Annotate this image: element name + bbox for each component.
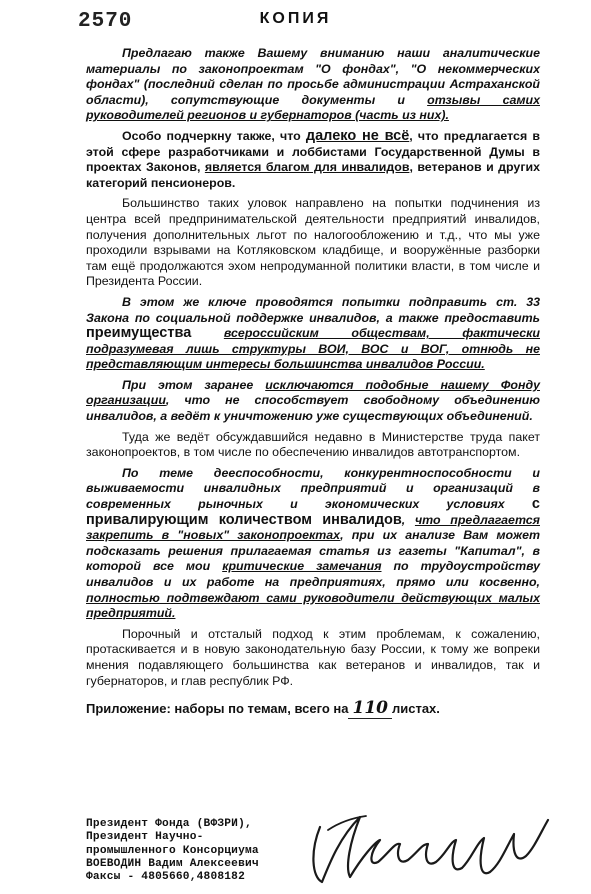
- document-number: 2570: [78, 10, 133, 33]
- sig-line-title-1: Президент Фонда (ВФЗРИ),: [86, 818, 252, 830]
- sig-line-title-3: промышленного Консорциума: [86, 844, 259, 857]
- copy-label: КОПИЯ: [259, 10, 332, 27]
- paragraph-8: Порочный и отсталый подход к этим проблемам, к сожалению, протаскивается и в новую законодательную базу России, к тому же вопреки мнения подавляющего большинства как ветеранов и инвалидов, так и губернаторов, и глав республик РФ.: [86, 626, 540, 688]
- paragraph-2: Особо подчеркну также, что далеко не всё, что предлагается в этой сфере разработчиками и лоббистами Государственной Думы в проектах Законов, является благом для инвалидов, ветеранов и других категорий пенсионеров.: [86, 127, 540, 190]
- handwritten-page-count: 110: [348, 698, 392, 719]
- paragraph-7: По теме дееспособности, конкурентноспособности и выживаемости инвалидных предприятий и организаций в современных рыночных и экономических условиях с привалирующим количеством инвалидов, что предлагается закрепить в "новых" законопроектах, при их анализе Вам может подсказать решения прилагаемая статья из газеты "Капитал", в которой все мои критические замечания по трудоустройству инвалидов и их работе на предприятиях, прямо или косвенно, полностью подтвеждают сами руководители действующих малых предприятий.: [86, 465, 540, 621]
- paragraph-1: Предлагаю также Вашему вниманию наши аналитические материалы по законопроектам "О фондах", "О некоммерческих фондах" (последний сделан по просьбе администрации Астраханской области), сопутствующие документы и отзывы самих руководителей регионов и губернаторов (часть из них).: [86, 46, 540, 123]
- paragraph-5: При этом заранее исключаются подобные нашему Фонду организации, что не способствует свободному объединению инвалидов, а ведёт к уничтожению уже существующих объединений.: [86, 377, 540, 424]
- paragraph-3: Большинство таких уловок направлено на попытки подчинения из центра всей предпринимательской деятельности предприятий инвалидов, получения дополнительных льгот по налогообложению и т.д., что мы уже проходили взрывами на Котляковском кладбище, и вооружённые разборки там ещё продолжаются эхом непродуманной политики власти, в том числе и Президента России.: [86, 196, 540, 289]
- handwritten-signature: [300, 782, 560, 892]
- letter-body: [86, 46, 540, 717]
- sig-line-fax: Факсы - 4805660,4808182: [86, 871, 246, 884]
- paragraph-6: Туда же ведёт обсуждавшийся недавно в Министерстве труда пакет законопроектов, в том числе по обеспечению инвалидов автотранспортом.: [86, 429, 540, 460]
- paragraph-4: В этом же ключе проводятся попытки подправить ст. 33 Закона по социальной поддержке инвалидов, а также предоставить преимущества всероссийским обществам, фактически подразумевая лишь структуры ВОИ, ВОС и ВОГ, отнюдь не представляющим интересы большинства инвалидов России.: [86, 294, 540, 372]
- sig-line-title-2: Президент Научно-: [86, 831, 204, 844]
- sig-line-name: ВОЕВОДИН Вадим Алексеевич: [86, 857, 259, 870]
- signature-block: [86, 818, 316, 884]
- appendix-line: Приложение: наборы по темам, всего на 110 листах.: [86, 698, 440, 719]
